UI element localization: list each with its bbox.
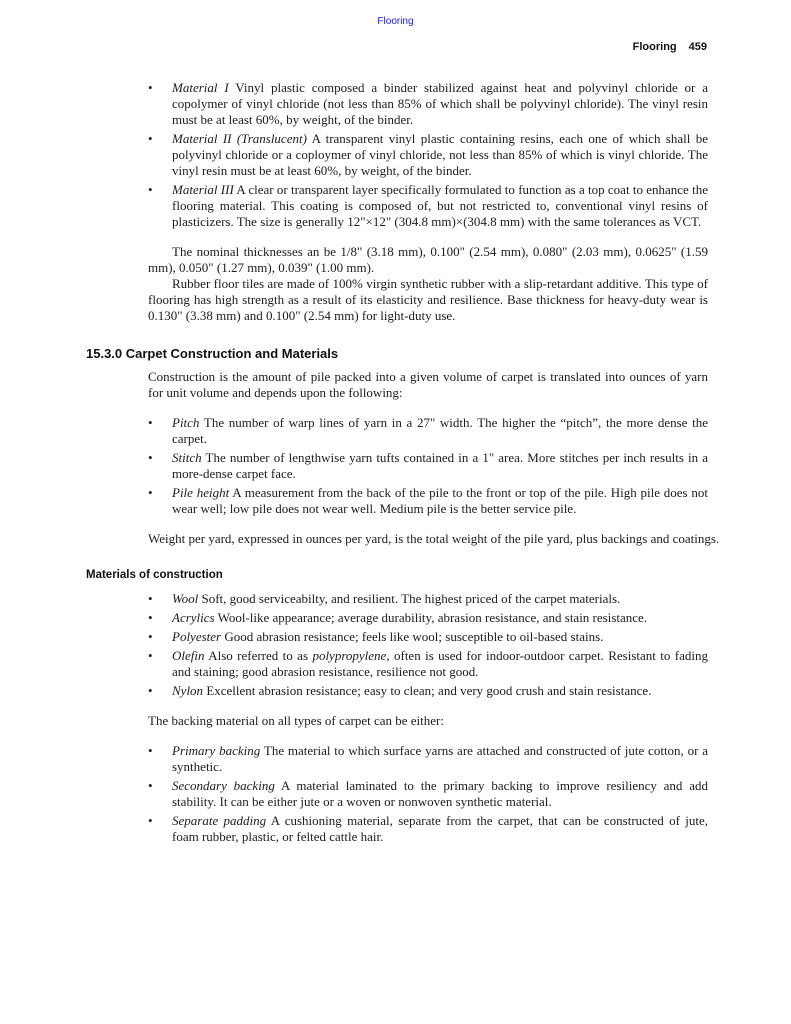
page-content bbox=[0, 80, 791, 848]
list-item-term: Material III bbox=[172, 182, 234, 197]
list-item: • Material III A clear or transparent layer specifically formulated to function as a top coat to enhance the flooring material. This coating is composed of, but not restricted to, conventional vinyl resins of plasticizers. The size is generally 12"×12" (304.8 mm)×(304.8 mm) with the same tolerances as VCT. bbox=[148, 182, 708, 229]
list-item: • Pile height A measurement from the back of the pile to the front or top of the pile. High pile does not wear well; low pile does not wear well. Medium pile is the better service pile. bbox=[148, 485, 708, 516]
list-item-text: Good abrasion resistance; feels like wool; susceptible to oil-based stains. bbox=[224, 629, 604, 644]
list-item-term: Secondary backing bbox=[172, 778, 275, 793]
list-item: • Material I Vinyl plastic composed a binder stabilized against heat and polyvinyl chloride or a copolymer of vinyl chloride (not less than 85% of which shall be polyvinyl chloride). The vinyl resin must be at least 60%, by weight, of the binder. bbox=[148, 80, 709, 127]
list-item-text: The material to which surface yarns are attached and constructed of jute cotton, or a synthetic. bbox=[172, 743, 709, 774]
list-item: • Polyester Good abrasion resistance; feels like wool; susceptible to oil-based stains. bbox=[148, 629, 604, 644]
list-item: • Pitch The number of warp lines of yarn in a 27" width. The higher the “pitch”, the more dense the carpet. bbox=[148, 415, 709, 446]
list-item-text: Soft, good serviceabilty, and resilient. The highest priced of the carpet materials. bbox=[201, 591, 621, 606]
backing-intro: The backing material on all types of carpet can be either: bbox=[148, 713, 444, 728]
list-item-term: Material II (Translucent) bbox=[172, 131, 307, 146]
construction-list bbox=[0, 415, 791, 517]
list-item-term: Separate padding bbox=[172, 813, 267, 828]
list-item-term: Polyester bbox=[172, 629, 222, 644]
list-item: • Separate padding A cushioning material, separate from the carpet, that can be constructed of jute, foam rubber, plastic, or felted cattle hair. bbox=[148, 813, 708, 844]
list-item: • Primary backing The material to which surface yarns are attached and constructed of jute cotton, or a synthetic. bbox=[148, 743, 709, 774]
list-item-term: polypropylene, bbox=[312, 648, 390, 663]
list-item-term: Pitch bbox=[172, 415, 200, 430]
list-item-text: often is used for indoor-outdoor carpet. Resistant to fading and staining; good abrasion resistance, resilience not good. bbox=[172, 648, 708, 679]
list-item-text: A transparent vinyl plastic containing resins, each one of which shall be polyvinyl chloride or a coploymer of vinyl chloride, not less than 85% of which is vinyl chloride. The vinyl resin must be at least 60%, by weight, of the binder. bbox=[172, 131, 708, 178]
section-heading: 15.3.0 Carpet Construction and Materials bbox=[86, 346, 339, 361]
list-item-term: Material I bbox=[172, 80, 229, 95]
list-item: • Material II (Translucent) A transparent vinyl plastic containing resins, each one of which shall be polyvinyl chloride or a coploymer of vinyl chloride, not less than 85% of which is vinyl chloride. The vinyl resin must be at least 60%, by weight, of the binder. bbox=[148, 131, 708, 178]
construction-intro: Construction is the amount of pile packed into a given volume of carpet is translated into ounces of yarn for unit volume and depends upon the following: bbox=[148, 369, 708, 400]
list-item: • Stitch The number of lengthwise yarn tufts contained in a 1" area. More stitches per inch results in a more-dense carpet face. bbox=[148, 450, 709, 481]
rubber-paragraph: Rubber floor tiles are made of 100% virgin synthetic rubber with a slip-retardant additive. This type of flooring has high strength as a result of its elasticity and resilience. Base thickness for heavy-duty wear is 0.130" (3.38 mm) and 0.100" (2.54 mm) for light-duty use. bbox=[148, 276, 708, 323]
page-number: 459 bbox=[688, 41, 707, 53]
list-item-term: Olefin bbox=[172, 648, 205, 663]
list-item-term: Pile height bbox=[172, 485, 230, 500]
list-item-text: Wool-like appearance; average durability, abrasion resistance, and stain resistance. bbox=[217, 610, 648, 625]
list-item-term: Wool bbox=[172, 591, 199, 606]
list-item-term: Stitch bbox=[172, 450, 202, 465]
header-title: Flooring bbox=[632, 41, 677, 53]
list-item-text: Excellent abrasion resistance; easy to clean; and very good crush and stain resistance. bbox=[206, 683, 652, 698]
list-item-text: Also referred to as bbox=[208, 648, 309, 663]
list-item-text: A material laminated to the primary backing to improve resiliency and add stability. It can be either jute or a woven or nonwoven synthetic material. bbox=[172, 778, 708, 809]
list-item: • Acrylics Wool-like appearance; average durability, abrasion resistance, and stain resistance. bbox=[148, 610, 648, 625]
list-item-text: A measurement from the back of the pile to the front or top of the pile. High pile does not wear well; low pile does not wear well. Medium pile is the better service pile. bbox=[172, 485, 708, 516]
list-item: • Wool Soft, good serviceabilty, and resilient. The highest priced of the carpet materials. bbox=[148, 591, 621, 606]
backing-list bbox=[0, 743, 791, 845]
subheading-materials: Materials of construction bbox=[86, 569, 223, 581]
list-item-text: A cushioning material, separate from the carpet, that can be constructed of jute, foam rubber, plastic, or felted cattle hair. bbox=[172, 813, 708, 844]
list-item-text: Vinyl plastic composed a binder stabilized against heat and polyvinyl chloride or a copolymer of vinyl chloride (not less than 85% of which shall be polyvinyl chloride). The vinyl resin must be at least 60%, by weight, of the binder. bbox=[172, 80, 709, 127]
list-item-term: Acrylics bbox=[172, 610, 215, 625]
weight-paragraph: Weight per yard, expressed in ounces per yard, is the total weight of the pile yard, plus backings and coatings. bbox=[148, 531, 720, 546]
list-item: • Nylon Excellent abrasion resistance; easy to clean; and very good crush and stain resistance. bbox=[148, 683, 652, 698]
list-item-text: A clear or transparent layer specifically formulated to function as a top coat to enhance the flooring material. This coating is composed of, but not restricted to, conventional vinyl resins of plasticizers. The size is generally 12"×12" (304.8 mm)×(304.8 mm) with the same tolerances as VCT. bbox=[172, 182, 708, 229]
list-item: • Olefin Also referred to as polypropylene, often is used for indoor-outdoor carpet. Resistant to fading and staining; good abrasion resistance, resilience not good. bbox=[148, 648, 708, 679]
fiber-list bbox=[0, 591, 791, 699]
vinyl-materials-list bbox=[0, 80, 791, 230]
list-item-term: Primary backing bbox=[172, 743, 261, 758]
list-item-text: The number of warp lines of yarn in a 27" width. The higher the “pitch”, the more dense the carpet. bbox=[172, 415, 709, 446]
thickness-paragraph: The nominal thicknesses an be 1/8" (3.18 mm), 0.100" (2.54 mm), 0.080" (2.03 mm), 0.0625" (1.59 mm), 0.050" (1.27 mm), 0.039" (1.00 mm). bbox=[148, 244, 708, 275]
list-item-term: Nylon bbox=[172, 683, 204, 698]
running-header bbox=[633, 41, 707, 53]
list-item-text: The number of lengthwise yarn tufts contained in a 1" area. More stitches per inch results in a more-dense carpet face. bbox=[172, 450, 709, 481]
top-link-flooring[interactable]: Flooring bbox=[377, 16, 414, 27]
list-item: • Secondary backing A material laminated to the primary backing to improve resiliency and add stability. It can be either jute or a woven or nonwoven synthetic material. bbox=[148, 778, 708, 809]
